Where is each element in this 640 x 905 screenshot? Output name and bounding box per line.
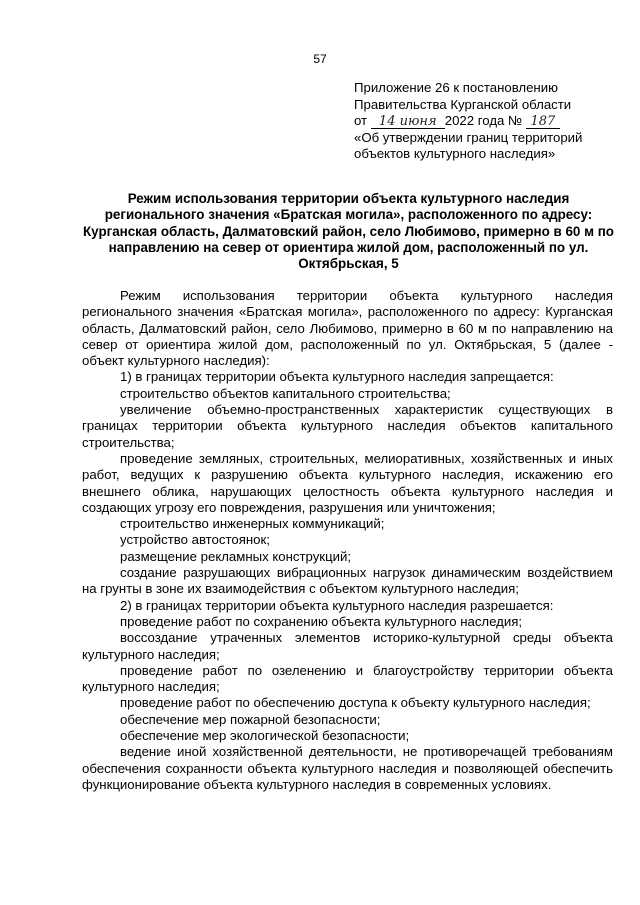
appendix-line-2: Правительства Курганской области [354, 96, 572, 112]
paragraph: создание разрушающих вибрационных нагрузок динамическим воздействием на грунты в зоне их взаимодействия с объектом культурного наследия; [82, 565, 613, 597]
paragraph: обеспечение мер экологической безопасности; [120, 728, 410, 744]
appendix-line-1: Приложение 26 к постановлению [354, 80, 558, 95]
appendix-block [354, 80, 614, 163]
paragraph: 1) в границах территории объекта культурного наследия запрещается: [120, 369, 554, 385]
paragraph: устройство автостоянок; [120, 532, 270, 548]
paragraph: воссоздание утраченных элементов историко-культурной среды объекта культурного наследия; [82, 630, 613, 662]
appendix-date-line [354, 113, 614, 130]
document-body [82, 288, 613, 793]
date-prefix: от [354, 113, 368, 128]
paragraph: строительство инженерных коммуникаций; [120, 516, 385, 532]
appendix-line-5: объектов культурного наследия» [354, 146, 556, 161]
date-year: 2022 года [444, 113, 505, 128]
paragraph: ведение иной хозяйственной деятельности, не противоречащей требованиям обеспечения сохранности объекта культурного наследия и позволяющей обеспечить функционирование объекта культурного наследия в современных условиях. [82, 744, 613, 792]
handwritten-date: 14 июня [371, 115, 445, 129]
paragraph: проведение земляных, строительных, мелиоративных, хозяйственных и иных работ, ведущих к разрушению объекта культурного наследия, искажению его внешнего облика, нарушающих целостность объекта культурного наследия и создающих угрозу его повреждения, разрушения или уничтожения; [82, 450, 613, 515]
paragraph: увеличение объемно-пространственных характеристик существующих в границах территории объекта культурного наследия объектов капитального строительства; [82, 402, 613, 450]
paragraph: проведение работ по сохранению объекта культурного наследия; [120, 613, 523, 629]
paragraph: обеспечение мер пожарной безопасности; [120, 711, 381, 727]
appendix-line-4: «Об утверждении границ территорий [354, 129, 583, 145]
paragraph: Режим использования территории объекта культурного наследия регионального значения «Братская могила», расположенного по адресу: Курганская область, Далматовский район, село Любимово, примерно в 60 м по направлению на север от ориентира жилой дом, расположенный по ул. Октябрьская, 5 (далее - объект культурного наследия): [82, 288, 613, 369]
page-number: 57 [313, 52, 327, 66]
document-title: Режим использования территории объекта культурного наследия регионального значения «Братская могила», расположенного по адресу: Курганская область, Далматовский район, село Любимово, примерно в 60 м по направлению на север от ориентира жилой дом, расположенный по ул. Октябрьская, 5 [83, 191, 614, 272]
paragraph: строительство объектов капитального строительства; [120, 385, 451, 401]
paragraph: 2) в границах территории объекта культурного наследия разрешается: [120, 597, 554, 613]
number-sign: № [508, 113, 523, 128]
handwritten-number: 187 [526, 115, 560, 129]
paragraph: проведение работ по озеленению и благоустройству территории объекта культурного наследия; [82, 662, 613, 695]
paragraph: размещение рекламных конструкций; [120, 548, 352, 564]
paragraph: проведение работ по обеспечению доступа к объекту культурного наследия; [120, 695, 591, 711]
